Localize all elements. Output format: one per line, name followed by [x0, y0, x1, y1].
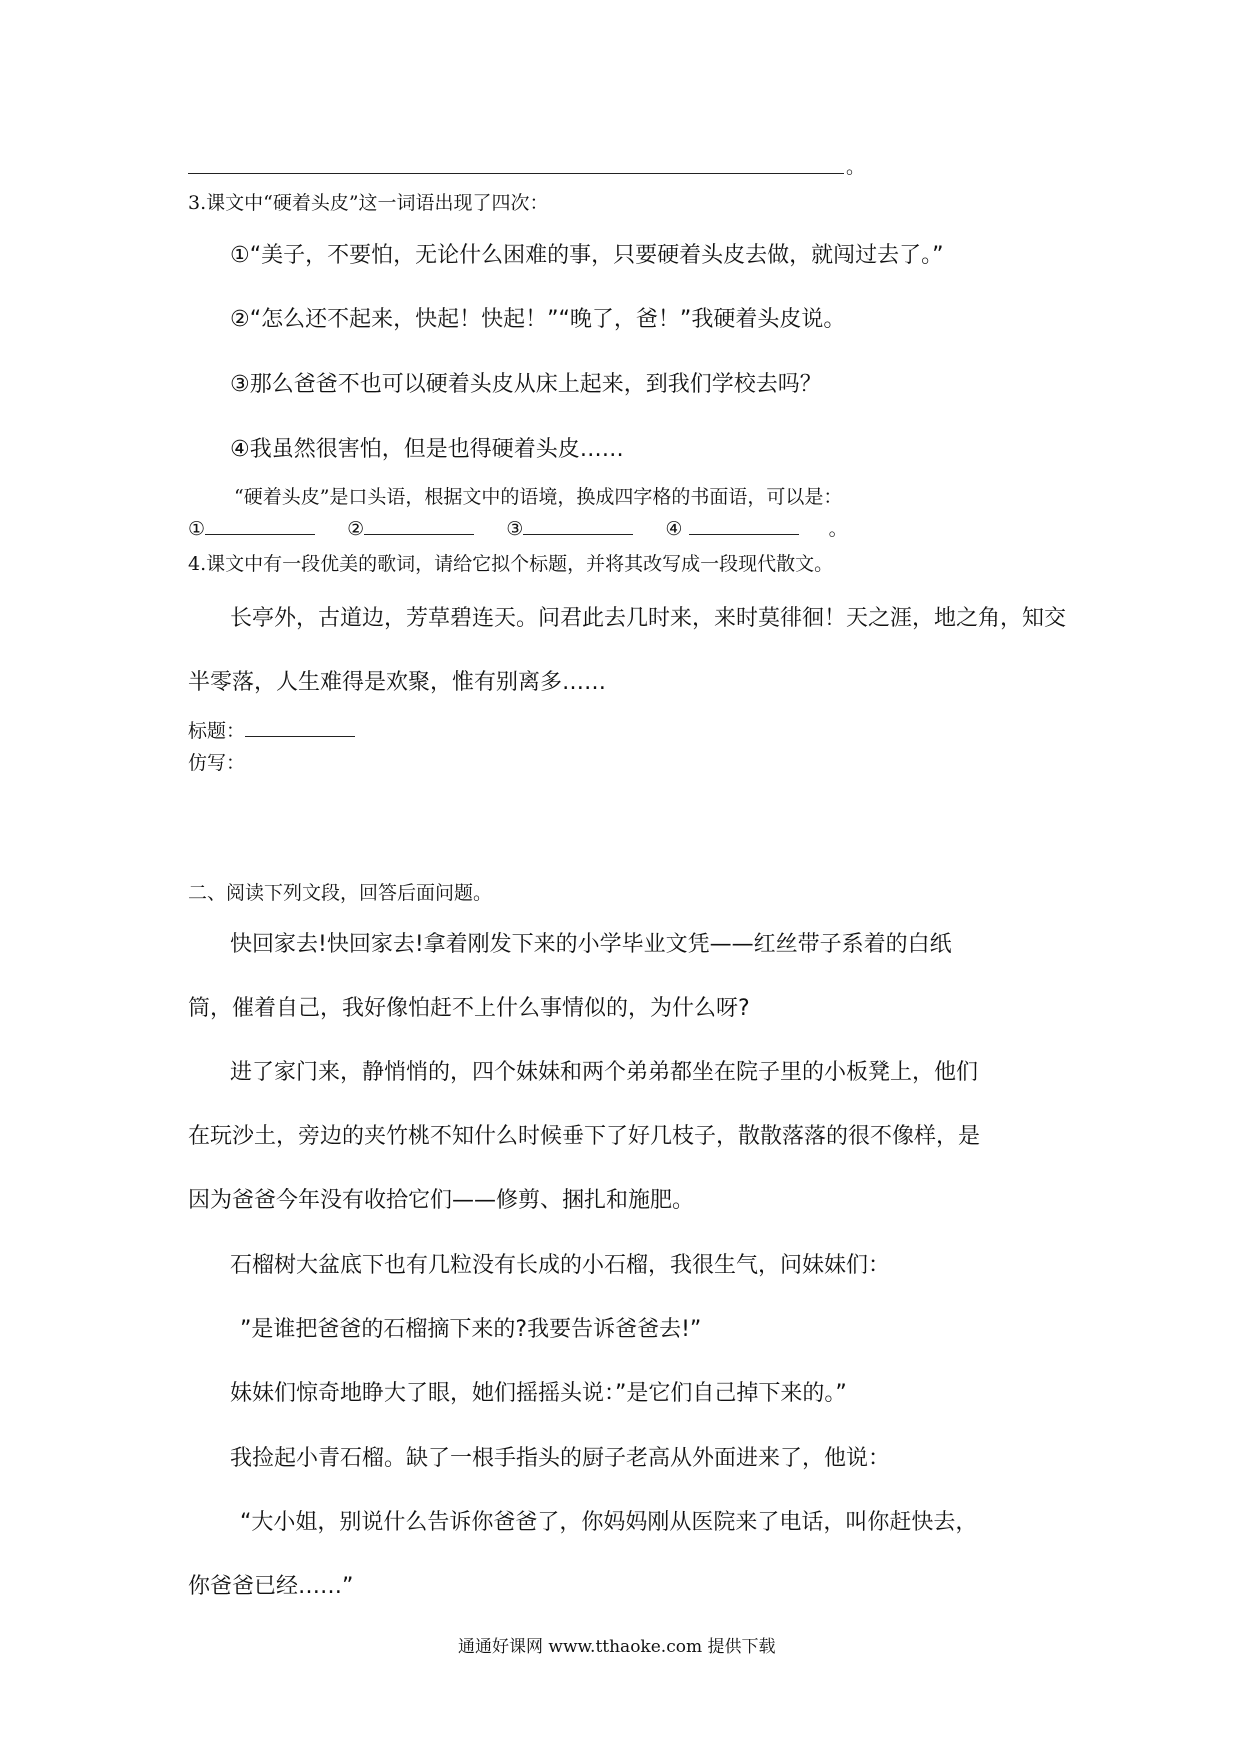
lyrics-line-2: 半零落，人生难得是欢聚，惟有别离多……	[188, 670, 607, 695]
passage-line-5: 因为爸爸今年没有收拾它们——修剪、捆扎和施肥。	[188, 1188, 695, 1213]
blank-label-3: ③	[506, 518, 524, 540]
q3-item-1: ①“美子，不要怕，无论什么困难的事，只要硬着头皮去做，就闯过去了。”	[230, 243, 944, 268]
q3-blanks-row	[188, 514, 848, 541]
blank-2[interactable]	[364, 516, 474, 535]
passage-line-3: 进了家门来，静悄悄的，四个妹妹和两个弟弟都坐在院子里的小板凳上，他们	[230, 1060, 979, 1085]
blank-end-mark: 。	[828, 518, 848, 540]
blank-label-1: ①	[188, 518, 206, 540]
q3-prompt: “硬着头皮”是口头语，根据文中的语境，换成四字格的书面语，可以是：	[234, 486, 843, 508]
lyrics-line-1: 长亭外，古道边，芳草碧连天。问君此去几时来，来时莫徘徊！天之涯，地之角，知交	[230, 606, 1067, 631]
passage-line-10: “大小姐，别说什么告诉你爸爸了，你妈妈刚从医院来了电话，叫你赶快去，	[240, 1510, 978, 1535]
rewrite-label: 仿写：	[188, 752, 246, 774]
title-field	[188, 716, 355, 743]
q3-item-2: ②“怎么还不起来，快起！快起！”“晚了，爸！”我硬着头皮说。	[230, 307, 846, 332]
answer-end-mark: 。	[846, 156, 866, 178]
passage-line-9: 我捡起小青石榴。缺了一根手指头的厨子老高从外面进来了，他说：	[230, 1446, 891, 1471]
page-footer: 通通好课网 www.tthaoke.com 提供下载	[458, 1637, 776, 1657]
passage-line-7: ”是谁把爸爸的石榴摘下来的?我要告诉爸爸去!”	[240, 1317, 702, 1342]
answer-line[interactable]	[188, 173, 844, 174]
q3-item-3: ③那么爸爸不也可以硬着头皮从床上起来，到我们学校去吗？	[230, 372, 822, 397]
question-4-title: 4.课文中有一段优美的歌词，请给它拟个标题，并将其改写成一段现代散文。	[188, 553, 834, 575]
section-2-heading: 二、阅读下列文段，回答后面问题。	[188, 882, 493, 904]
passage-line-11: 你爸爸已经……”	[188, 1574, 354, 1599]
question-3-title: 3.课文中“硬着头皮”这一词语出现了四次：	[188, 192, 549, 214]
passage-line-4: 在玩沙土，旁边的夹竹桃不知什么时候垂下了好几枝子，散散落落的很不像样，是	[188, 1124, 981, 1149]
blank-3[interactable]	[523, 516, 633, 535]
blank-label-4: ④	[665, 518, 683, 540]
q3-item-4: ④我虽然很害怕，但是也得硬着头皮……	[230, 437, 624, 462]
blank-4[interactable]	[689, 516, 799, 535]
title-label: 标题：	[188, 720, 246, 742]
passage-line-2: 筒，催着自己，我好像怕赶不上什么事情似的，为什么呀?	[188, 996, 750, 1021]
passage-line-6: 石榴树大盆底下也有几粒没有长成的小石榴，我很生气，问妹妹们：	[230, 1253, 891, 1278]
passage-line-1: 快回家去!快回家去!拿着刚发下来的小学毕业文凭——红丝带子系着的白纸	[230, 932, 952, 957]
passage-line-8: 妹妹们惊奇地睁大了眼，她们摇摇头说：”是它们自己掉下来的。”	[230, 1381, 847, 1406]
title-blank[interactable]	[245, 718, 355, 737]
blank-1[interactable]	[205, 516, 315, 535]
blank-label-2: ②	[347, 518, 365, 540]
